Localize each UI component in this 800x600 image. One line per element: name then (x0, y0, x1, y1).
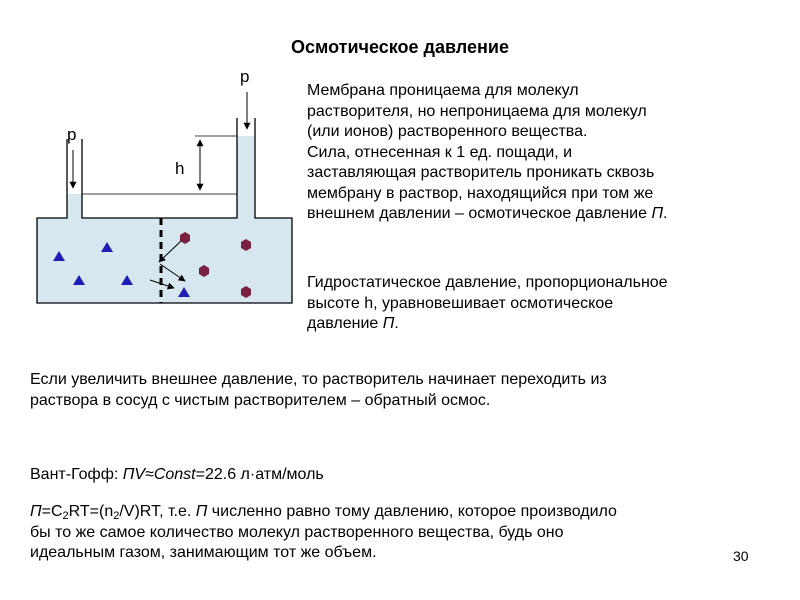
text-line: (или ионов) растворенного вещества. (307, 123, 588, 140)
pi-symbol: П (30, 503, 42, 520)
text-line: Гидростатическое давление, пропорциональное (307, 274, 668, 291)
text-span: =C (41, 503, 63, 520)
text-line: Мембрана проницаема для молекул (307, 82, 579, 99)
text-span: Вант-Гофф: (30, 466, 123, 483)
text-line (30, 502, 775, 523)
page-number: 30 (733, 548, 749, 564)
text-line: Если увеличить внешнее давление, то растворитель начинает переходить из (30, 371, 607, 388)
text-line (307, 204, 777, 225)
text-span: . (394, 315, 399, 332)
text-line: заставляющая растворитель проникать сквозь (307, 164, 655, 181)
pi-symbol: П (195, 503, 208, 520)
pressure-label-right: p (240, 67, 250, 86)
text-span: /V)RT, т.е. (119, 503, 196, 520)
text-line: растворителя, но непроницаема для молекул (307, 102, 647, 120)
text-span: . (663, 205, 668, 222)
text-line: идеальным газом, занимающим тот же объем. (30, 544, 377, 561)
text-line: мембрану в раствор, находящийся при том же (307, 184, 654, 202)
page-title: Осмотическое давление (291, 37, 509, 57)
text-line (307, 314, 777, 335)
pi-symbol: П (651, 205, 664, 222)
text-line: высоте h, уравновешивает осмотическое (307, 294, 614, 312)
subscript: 2 (113, 510, 120, 522)
membrane-description (307, 81, 777, 225)
text-span: =22.6 л·атм/моль (195, 466, 324, 483)
reverse-osmosis-paragraph (30, 370, 770, 411)
text-span: численно равно тому давлению, которое производило (207, 503, 617, 520)
text-span: давление (307, 315, 383, 332)
text-line: Сила, отнесенная к 1 ед. пощади, и (307, 143, 573, 161)
height-label-h: h (175, 159, 185, 178)
osmotic-formula-paragraph (30, 502, 775, 564)
vant-hoff-formula: ПV≈Const (122, 466, 196, 483)
vant-hoff-line (30, 465, 770, 486)
pi-symbol: П (382, 315, 395, 332)
liquid-fill (37, 136, 292, 303)
text-span: RT=(n (68, 503, 114, 520)
text-line: бы то же самое количество молекул растворенного вещества, будь оно (30, 523, 564, 541)
hydrostatic-description (307, 273, 777, 335)
text-span: внешнем давлении – осмотическое давление (307, 205, 652, 222)
subscript: 2 (62, 510, 69, 522)
text-line: раствора в сосуд с чистым растворителем – обратный осмос. (30, 391, 491, 409)
pressure-label-left: p (67, 125, 77, 144)
